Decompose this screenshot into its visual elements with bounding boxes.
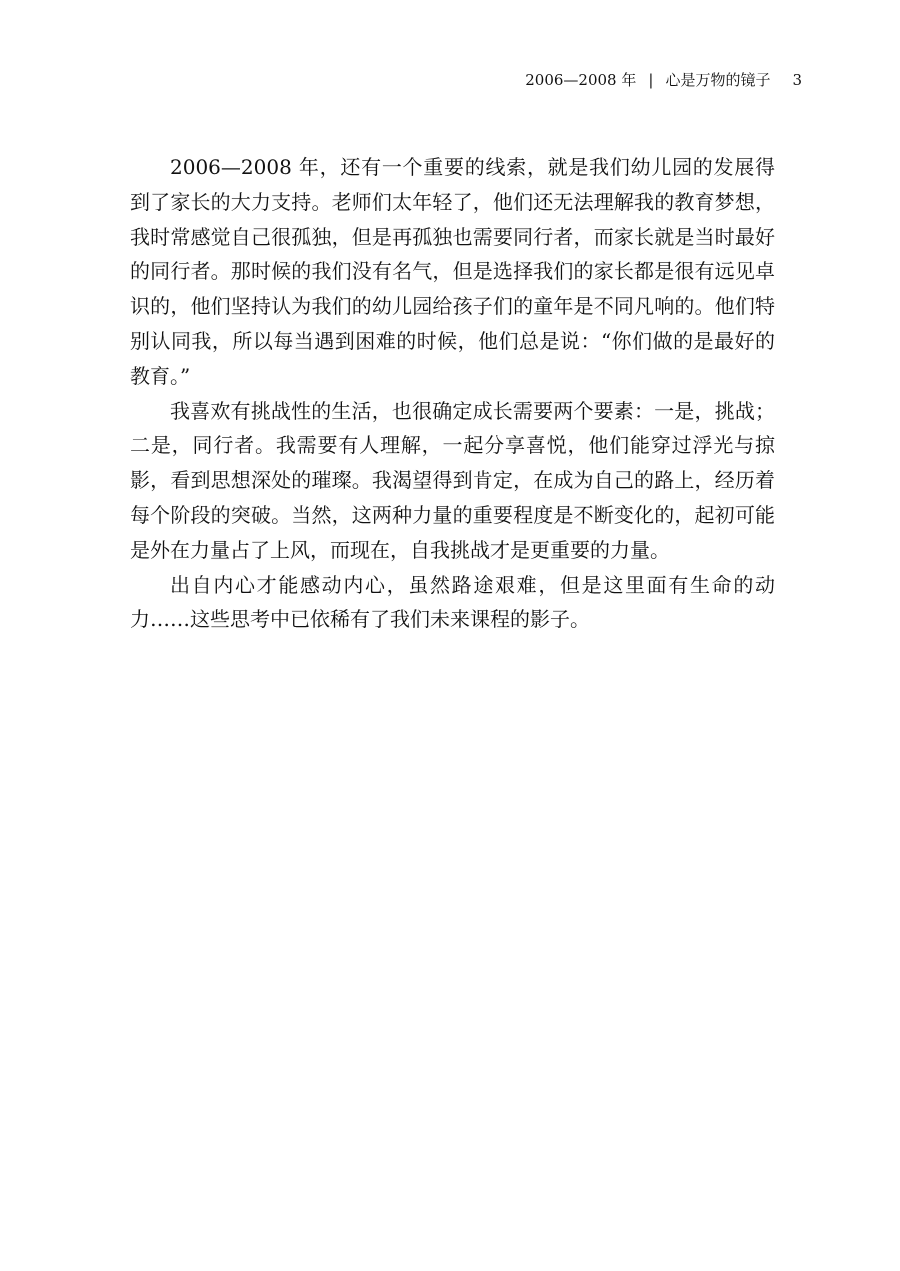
running-header <box>525 69 802 91</box>
page-number: 3 <box>792 71 802 89</box>
paragraph-1: 2006—2008 年，还有一个重要的线索，就是我们幼儿园的发展得到了家长的大力支持。老师们太年轻了，他们还无法理解我的教育梦想，我时常感觉自己很孤独，但是再孤独也需要同行者，而家长就是当时最好的同行者。那时候的我们没有名气，但是选择我们的家长都是很有远见卓识的，他们坚持认为我们的幼儿园给孩子们的童年是不同凡响的。他们特别认同我，所以每当遇到困难的时候，他们总是说：“你们做的是最好的教育。” <box>130 155 775 388</box>
paragraph-3: 出自内心才能感动内心，虽然路途艰难，但是这里面有生命的动力……这些思考中已依稀有了我们未来课程的影子。 <box>130 572 775 632</box>
header-separator: | <box>648 71 654 89</box>
body-text <box>130 150 775 637</box>
chapter-title: 心是万物的镜子 <box>665 71 771 89</box>
paragraph-2: 我喜欢有挑战性的生活，也很确定成长需要两个要素：一是，挑战；二是，同行者。我需要有人理解，一起分享喜悦，他们能穿过浮光与掠影，看到思想深处的璀璨。我渴望得到肯定，在成为自己的路上，经历着每个阶段的突破。当然，这两种力量的重要程度是不断变化的，起初可能是外在力量占了上风，而现在，自我挑战才是更重要的力量。 <box>130 398 775 562</box>
header-years: 2006—2008 年 <box>525 71 637 89</box>
